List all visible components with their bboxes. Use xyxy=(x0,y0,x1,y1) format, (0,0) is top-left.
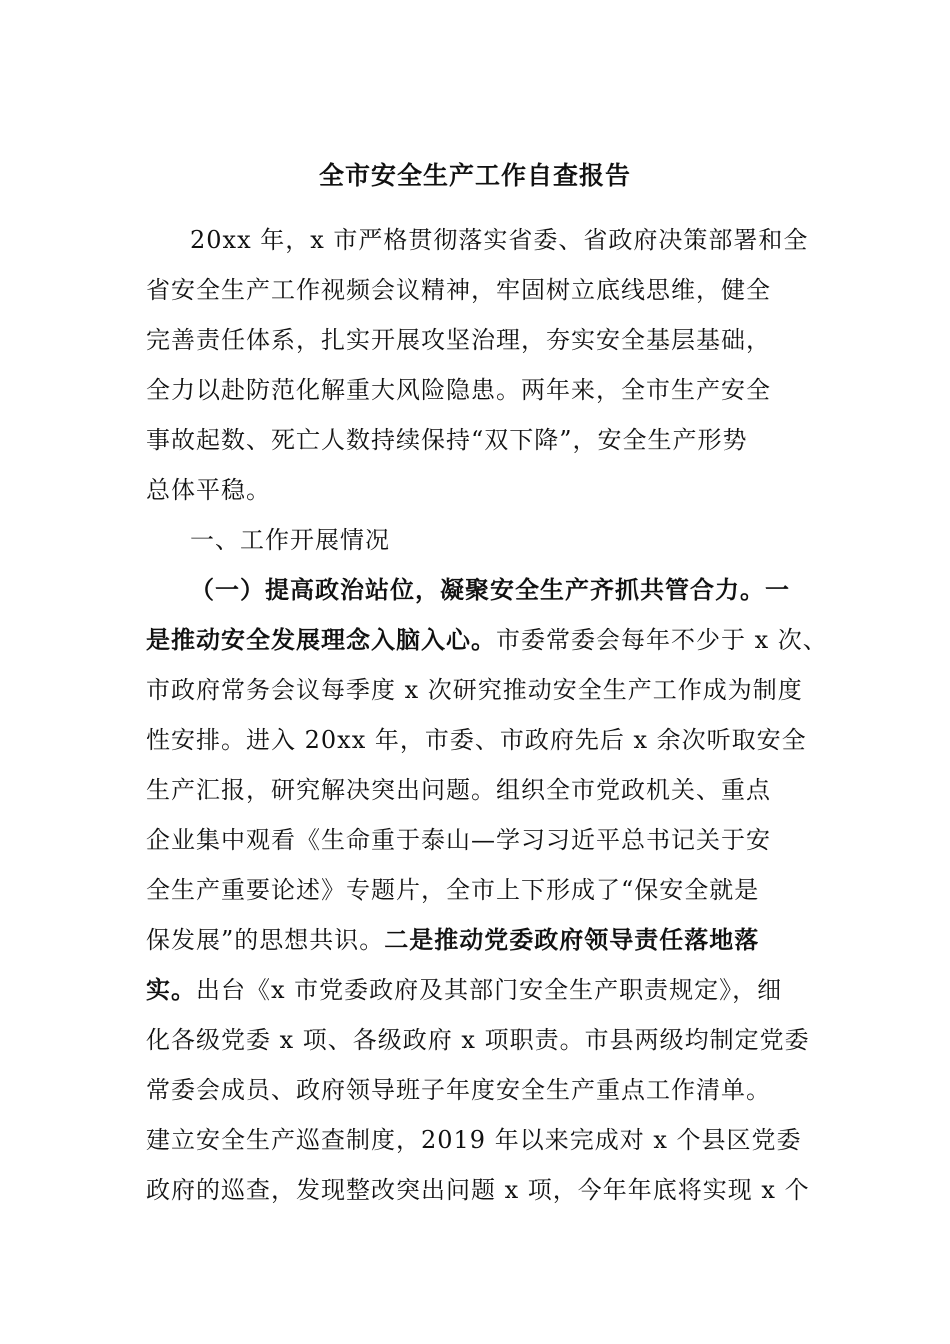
document-title: 全市安全生产工作自查报告 xyxy=(318,161,631,190)
body-text: 出台《x 市党委政府及其部门安全生产职责规定》，细 xyxy=(196,976,783,1004)
section-heading: 一、工作开展情况 xyxy=(190,526,390,554)
paragraph1-line: 完善责任体系，扎实开展攻坚治理，夯实安全基层基础， xyxy=(146,326,771,354)
emphasis-text: 二是推动党委政府领导责任落地落 xyxy=(384,925,760,954)
paragraph2-line: 政府的巡查，发现整改突出问题 x 项，今年年底将实现 x 个 xyxy=(146,1176,810,1204)
paragraph2-line: 市政府常务会议每季度 x 次研究推动安全生产工作成为制度 xyxy=(146,676,803,704)
paragraph2-line xyxy=(146,972,782,1008)
emphasis-text: 是推动安全发展理念入脑入心。 xyxy=(146,625,496,654)
paragraph2-line xyxy=(146,922,759,958)
paragraph1-line: 总体平稳。 xyxy=(146,476,271,504)
paragraph1-line: 20xx 年，x 市严格贯彻落实省委、省政府决策部署和全 xyxy=(190,226,809,254)
paragraph1-line: 全力以赴防范化解重大风险隐患。两年来，全市生产安全 xyxy=(146,376,771,404)
paragraph1-line: 省安全生产工作视频会议精神，牢固树立底线思维，健全 xyxy=(146,276,771,304)
body-text: 保发展”的思想共识。 xyxy=(146,926,385,954)
paragraph2-line: 全生产重要论述》专题片，全市上下形成了“保安全就是 xyxy=(146,876,760,904)
paragraph2-line xyxy=(146,622,828,658)
paragraph2-line: 建立安全生产巡查制度，2019 年以来完成对 x 个县区党委 xyxy=(146,1126,802,1154)
body-text: 市委常委会每年不少于 x 次、 xyxy=(496,626,828,654)
paragraph2-line: 生产汇报，研究解决突出问题。组织全市党政机关、重点 xyxy=(146,776,771,804)
paragraph2-line: 企业集中观看《生命重于泰山—学习习近平总书记关于安 xyxy=(146,826,771,854)
paragraph2-line: 常委会成员、政府领导班子年度安全生产重点工作清单。 xyxy=(146,1076,771,1104)
paragraph1-line: 事故起数、死亡人数持续保持“双下降”，安全生产形势 xyxy=(146,426,748,454)
paragraph2-line: 化各级党委 x 项、各级政府 x 项职责。市县两级均制定党委 xyxy=(146,1026,810,1054)
paragraph2-line: 性安排。进入 20xx 年，市委、市政府先后 x 余次听取安全 xyxy=(146,726,807,754)
subsection-heading: （一）提高政治站位，凝聚安全生产齐抓共管合力。一 xyxy=(190,575,790,604)
emphasis-text: 实。 xyxy=(146,975,196,1004)
